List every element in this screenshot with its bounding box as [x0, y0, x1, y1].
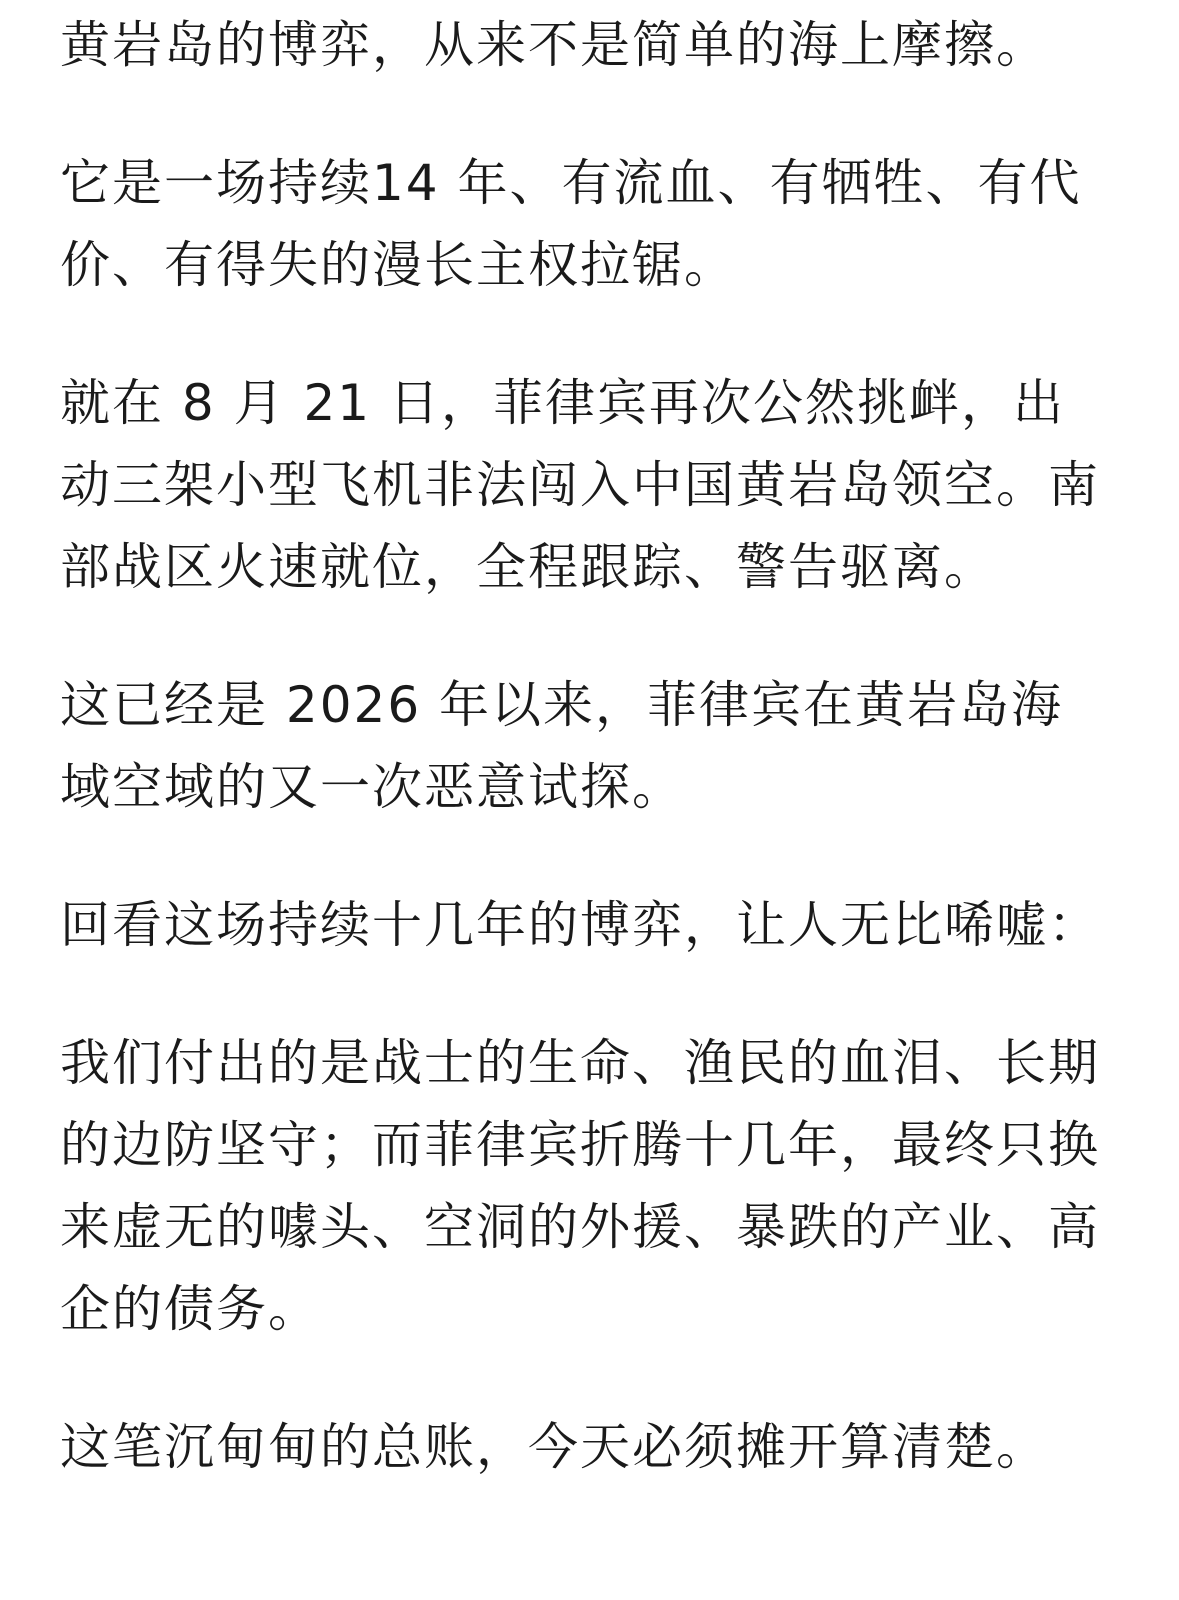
paragraph: 回看这场持续十几年的博弈，让人无比唏嘘： [60, 896, 1100, 954]
paragraph: 这笔沉甸甸的总账，今天必须摊开算清楚。 [60, 1418, 1048, 1476]
paragraph: 我们付出的是战士的生命、渔民的血泪、长期的边防坚守；而菲律宾折腾十几年，最终只换来虚无的噱头、空洞的外援、暴跌的产业、高企的债务。 [60, 1034, 1100, 1338]
paragraph: 就在 8 月 21 日，菲律宾再次公然挑衅，出动三架小型飞机非法闯入中国黄岩岛领空。南部战区火速就位，全程跟踪、警告驱离。 [60, 374, 1100, 596]
paragraph: 这已经是 2026 年以来，菲律宾在黄岩岛海域空域的又一次恶意试探。 [60, 676, 1064, 816]
paragraph: 黄岩岛的博弈，从来不是简单的海上摩擦。 [60, 16, 1048, 74]
paragraph: 它是一场持续14 年、有流血、有牺牲、有代价、有得失的漫长主权拉锯。 [60, 154, 1082, 294]
article-body [60, 4, 1105, 1544]
